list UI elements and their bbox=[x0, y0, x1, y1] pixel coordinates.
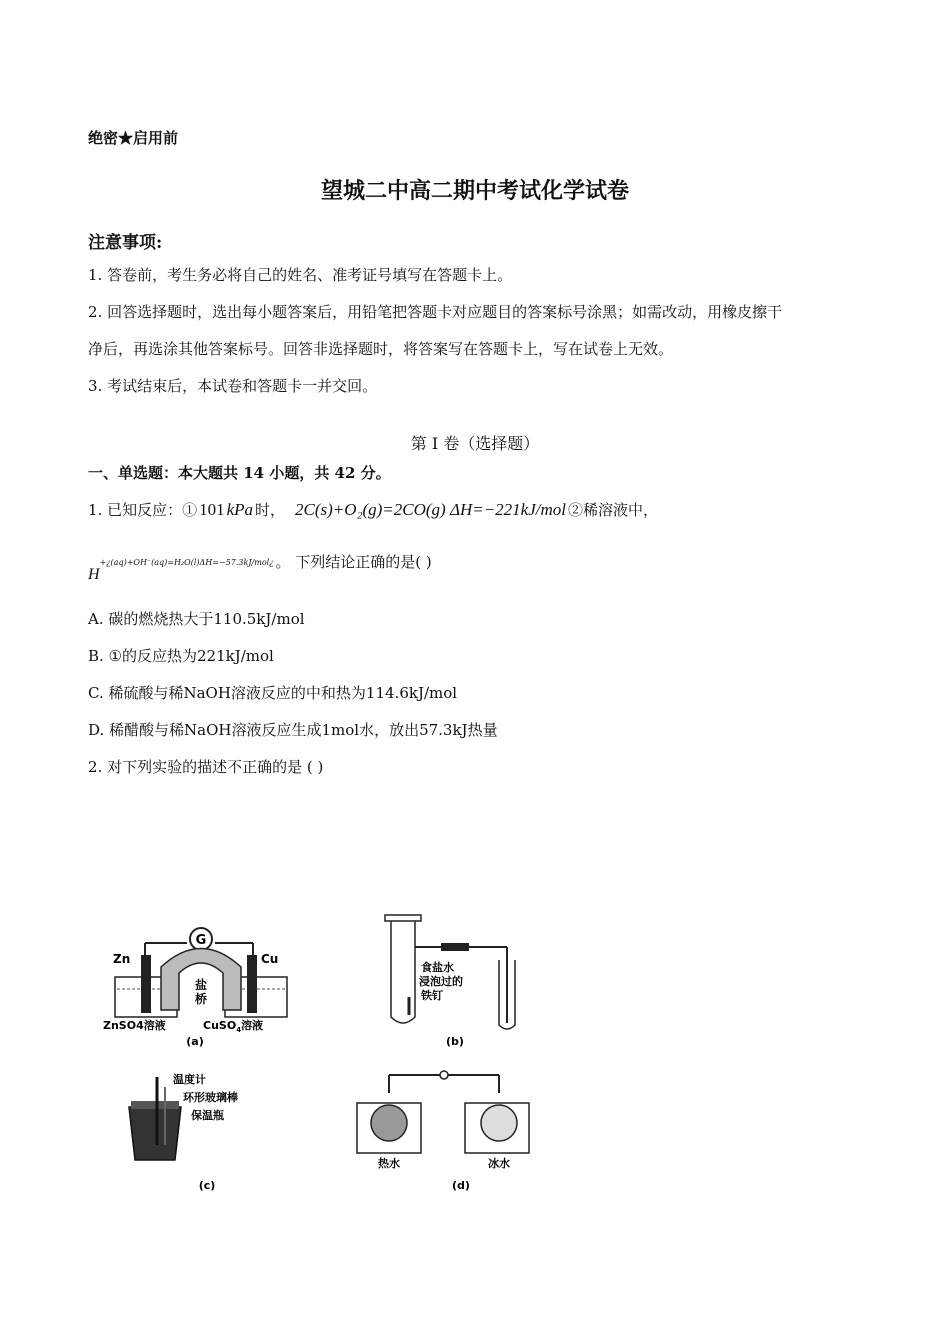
q1-option-a: A. 碳的燃烧热大于110.5kJ/mol bbox=[88, 610, 305, 628]
cuso4-label: CuSO$_4$溶液 bbox=[203, 1019, 264, 1034]
q1-prefix: 1. 已知反应：① bbox=[88, 501, 198, 519]
figure-a-galvanic-cell bbox=[103, 928, 287, 1048]
q1-equation-2-h: H bbox=[88, 566, 100, 583]
salt-bridge-label-1: 盐 bbox=[194, 978, 208, 992]
notice-line-3: 3. 考试结束后，本试卷和答题卡一并交回。 bbox=[88, 377, 378, 395]
ice-water-label: 冰水 bbox=[488, 1157, 510, 1170]
q1-pressure: 101 bbox=[199, 500, 225, 519]
part1-heading: 一、单选题：本大题共 14 小题，共 42 分。 bbox=[88, 464, 391, 482]
hot-water-label: 热水 bbox=[378, 1157, 400, 1170]
caption-a: (a) bbox=[186, 1035, 204, 1048]
q1-stem-line1 bbox=[88, 501, 658, 518]
znso4-label: ZnSO4溶液 bbox=[103, 1019, 166, 1032]
caption-c: (c) bbox=[198, 1179, 216, 1192]
q1-at: 时， bbox=[255, 501, 286, 519]
caption-d: (d) bbox=[452, 1179, 470, 1192]
q1-equation-1: 2C(s)+O₂(g)=2CO(g) ΔH=−221kJ/mol bbox=[295, 500, 566, 519]
calorimeter-label-3: 保温瓶 bbox=[191, 1109, 224, 1122]
nail-label-3: 铁钉 bbox=[421, 989, 443, 1002]
salt-bridge-label-2: 桥 bbox=[194, 992, 208, 1006]
q2-figure bbox=[95, 905, 535, 1200]
calorimeter-label-1: 温度计 bbox=[173, 1073, 206, 1086]
figure-b-iron-nail bbox=[385, 915, 515, 1048]
q1-mid: ②稀溶液中， bbox=[567, 501, 658, 519]
galvanometer-label: G bbox=[195, 933, 207, 948]
zn-label: Zn bbox=[113, 952, 131, 966]
cu-label: Cu bbox=[261, 952, 279, 966]
q1-unit-kpa: kPa bbox=[226, 500, 254, 519]
page-title: 望城二中高二期中考试化学试卷 bbox=[320, 178, 629, 204]
q1-option-b: B. ①的反应热为221kJ/mol bbox=[88, 647, 274, 665]
q1-stem-line2 bbox=[88, 555, 432, 583]
secret-label: 绝密★启用前 bbox=[88, 129, 179, 147]
q1-equation-2: +¿(aq)+OH⁻(aq)=H₂O(l)ΔH=−57.3kJ/mol¿ bbox=[99, 558, 274, 567]
notice-heading: 注意事项: bbox=[88, 233, 163, 253]
caption-b: (b) bbox=[446, 1035, 464, 1048]
figure-c-calorimeter bbox=[129, 1072, 238, 1192]
notice-line-1: 1. 答卷前，考生务必将自己的姓名、准考证号填写在答题卡上。 bbox=[88, 266, 513, 284]
calorimeter-label-2: 环形玻璃棒 bbox=[183, 1091, 238, 1104]
q2-stem: 2. 对下列实验的描述不正确的是 ( ) bbox=[88, 758, 324, 776]
q1-suffix: 。 下列结论正确的是( ) bbox=[275, 553, 432, 571]
q1-option-d: D. 稀醋酸与稀NaOH溶液反应生成1mol水，放出57.3kJ热量 bbox=[88, 721, 498, 739]
figure-d-equilibrium bbox=[357, 1071, 529, 1192]
q1-option-c: C. 稀硫酸与稀NaOH溶液反应的中和热为114.6kJ/mol bbox=[88, 684, 458, 702]
notice-line-2a: 2. 回答选择题时，选出每小题答案后，用铅笔把答题卡对应题目的答案标号涂黑；如需改动，用橡皮擦干 bbox=[88, 303, 783, 321]
notice-line-2b: 净后，再选涂其他答案标号。回答非选择题时，将答案写在答题卡上，写在试卷上无效。 bbox=[88, 340, 674, 358]
nail-label-1: 食盐水 bbox=[421, 961, 454, 974]
section-title: 第 I 卷（选择题） bbox=[410, 434, 540, 453]
nail-label-2: 浸泡过的 bbox=[419, 975, 463, 988]
